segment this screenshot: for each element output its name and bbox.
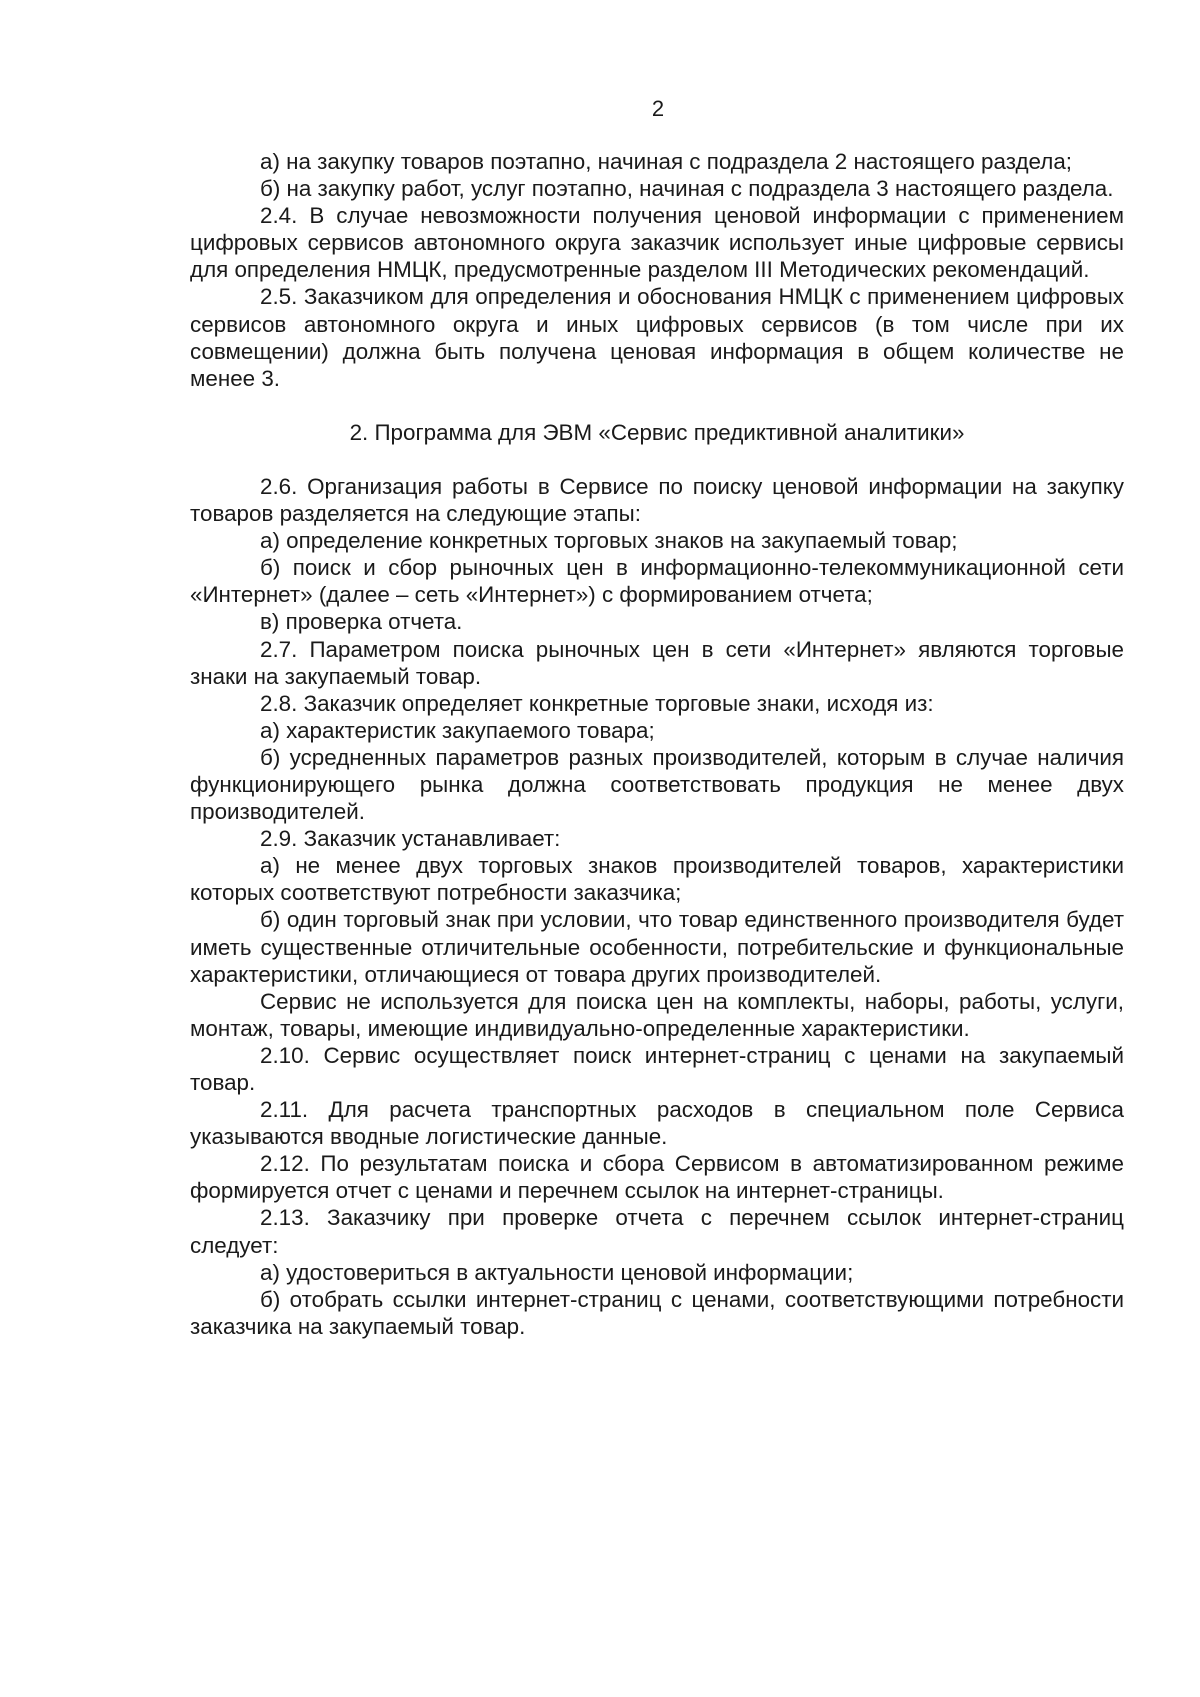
paragraph: а) определение конкретных торговых знаков на закупаемый товар; [260, 528, 958, 554]
paragraph: а) на закупку товаров поэтапно, начиная с подраздела 2 настоящего раздела; [260, 149, 1072, 174]
document-body [190, 148, 1124, 1340]
paragraph: б) на закупку работ, услуг поэтапно, начиная с подраздела 3 настоящего раздела. [260, 176, 1114, 202]
paragraph: б) поиск и сбор рыночных цен в информационно-телекоммуникационной сети «Интернет» (далее – сеть «Интернет») с формированием отчета; [190, 555, 1124, 608]
paragraph: 2.12. По результатам поиска и сбора Сервисом в автоматизированном режиме формируется отчет с ценами и перечнем ссылок на интернет-страницы. [190, 1151, 1124, 1204]
paragraph: а) удостовериться в актуальности ценовой информации; [260, 1259, 854, 1285]
paragraph: б) усредненных параметров разных производителей, которым в случае наличия функционирующего рынка должна соответствовать продукция не менее двух производителей. [190, 744, 1124, 825]
paragraph: 2.10. Сервис осуществляет поиск интернет-страниц с ценами на закупаемый товар. [190, 1042, 1124, 1095]
paragraph: в) проверка отчета. [260, 609, 463, 635]
paragraph: 2.6. Организация работы в Сервисе по поиску ценовой информации на закупку товаров разделяется на следующие этапы: [190, 473, 1124, 527]
paragraph: 2.7. Параметром поиска рыночных цен в сети «Интернет» являются торговые знаки на закупаемый товар. [190, 636, 1124, 689]
paragraph: 2.5. Заказчиком для определения и обоснования НМЦК с применением цифровых сервисов автономного округа и иных цифровых сервисов (в том числе при их совмещении) должна быть получена ценовая информация в общем количестве не менее 3. [190, 284, 1124, 391]
page-number: 2 [651, 96, 665, 121]
paragraph: 2.4. В случае невозможности получения ценовой информации с применением цифровых сервисов автономного округа заказчик использует иные цифровые сервисы для определения НМЦК, предусмотренные разделом III Методических рекомендаций. [190, 203, 1124, 283]
paragraph: Сервис не используется для поиска цен на комплекты, наборы, работы, услуги, монтаж, товары, имеющие индивидуально-определенные характеристики. [190, 988, 1124, 1041]
paragraph: а) не менее двух торговых знаков производителей товаров, характеристики которых соответствуют потребности заказчика; [190, 853, 1124, 906]
section-heading: 2. Программа для ЭВМ «Сервис предиктивной аналитики» [349, 419, 965, 445]
paragraph: б) отобрать ссылки интернет-страниц с ценами, соответствующими потребности заказчика на закупаемый товар. [190, 1286, 1124, 1339]
paragraph: а) характеристик закупаемого товара; [260, 717, 655, 743]
paragraph: 2.13. Заказчику при проверке отчета с перечнем ссылок интернет-страниц следует: [190, 1205, 1124, 1258]
paragraph: б) один торговый знак при условии, что товар единственного производителя будет иметь существенные отличительные особенности, потребительские и функциональные характеристики, отличающиеся от товара других производителей. [190, 907, 1124, 987]
paragraph: 2.9. Заказчик устанавливает: [260, 826, 561, 852]
paragraph: 2.11. Для расчета транспортных расходов в специальном поле Сервиса указываются вводные логистические данные. [190, 1097, 1124, 1150]
paragraph: 2.8. Заказчик определяет конкретные торговые знаки, исходя из: [260, 690, 934, 716]
